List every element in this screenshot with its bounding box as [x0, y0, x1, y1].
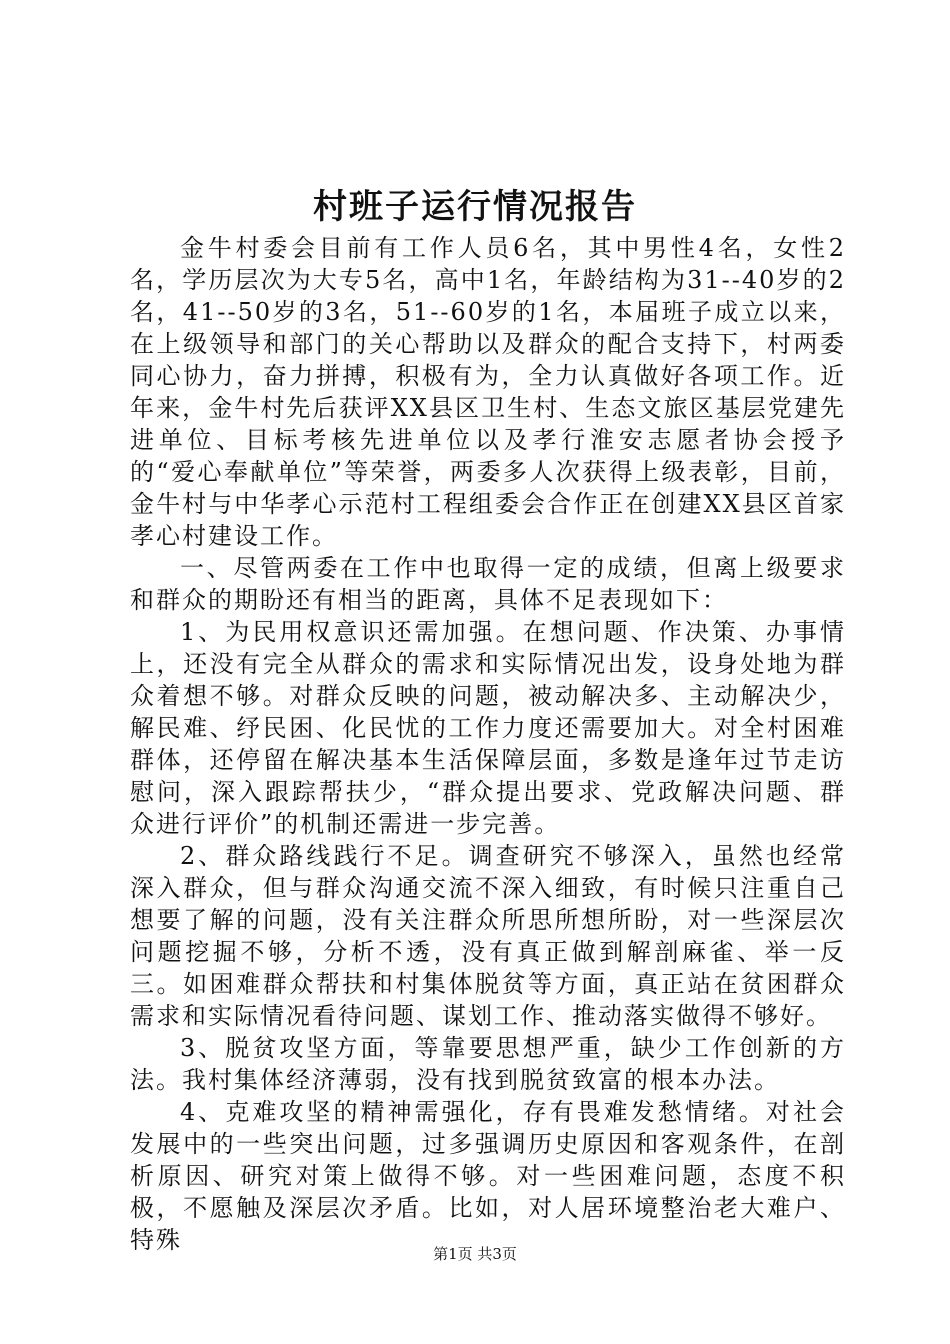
document-body [130, 232, 846, 1256]
paragraph-item-3: 3、脱贫攻坚方面，等靠要思想严重，缺少工作创新的方法。我村集体经济薄弱，没有找到脱贫致富的根本办法。 [130, 1034, 846, 1094]
paragraph-item-4: 4、克难攻坚的精神需强化，存有畏难发愁情绪。对社会发展中的一些突出问题，过多强调历史原因和客观条件，在剖析原因、研究对策上做得不够。对一些困难问题，态度不积极，不愿触及深层次矛盾。比如，对人居环境整治老大难户、特殊 [130, 1098, 846, 1254]
page-number-footer: 第1页 共3页 [433, 1245, 517, 1263]
paragraph-section-1-heading: 一、尽管两委在工作中也取得一定的成绩，但离上级要求和群众的期盼还有相当的距离，具体不足表现如下： [130, 554, 846, 614]
paragraph-item-1: 1、为民用权意识还需加强。在想问题、作决策、办事情上，还没有完全从群众的需求和实际情况出发，设身处地为群众着想不够。对群众反映的问题，被动解决多、主动解决少，解民难、纾民困、化民忧的工作力度还需要加大。对全村困难群体，还停留在解决基本生活保障层面，多数是逢年过节走访慰问，深入跟踪帮扶少，“群众提出要求、党政解决问题、群众进行评价”的机制还需进一步完善。 [130, 618, 846, 838]
document-title: 村班子运行情况报告 [313, 187, 637, 227]
paragraph-item-2: 2、群众路线践行不足。调查研究不够深入，虽然也经常深入群众，但与群众沟通交流不深入细致，有时候只注重自己想要了解的问题，没有关注群众所思所想所盼，对一些深层次问题挖掘不够，分析不透，没有真正做到解剖麻雀、举一反三。如困难群众帮扶和村集体脱贫等方面，真正站在贫困群众需求和实际情况看待问题、谋划工作、推动落实做得不够好。 [130, 842, 846, 1030]
paragraph-intro: 金牛村委会目前有工作人员6名，其中男性4名，女性2名，学历层次为大专5名，高中1名，年龄结构为31--40岁的2名，41--50岁的3名，51--60岁的1名，本届班子成立以来，在上级领导和部门的关心帮助以及群众的配合支持下，村两委同心协力，奋力拼搏，积极有为，全力认真做好各项工作。近年来，金牛村先后获评XX县区卫生村、生态文旅区基层党建先进单位、目标考核先进单位以及孝行淮安志愿者协会授予的“爱心奉献单位”等荣誉，两委多人次获得上级表彰，目前，金牛村与中华孝心示范村工程组委会合作正在创建XX县区首家孝心村建设工作。 [130, 234, 846, 550]
